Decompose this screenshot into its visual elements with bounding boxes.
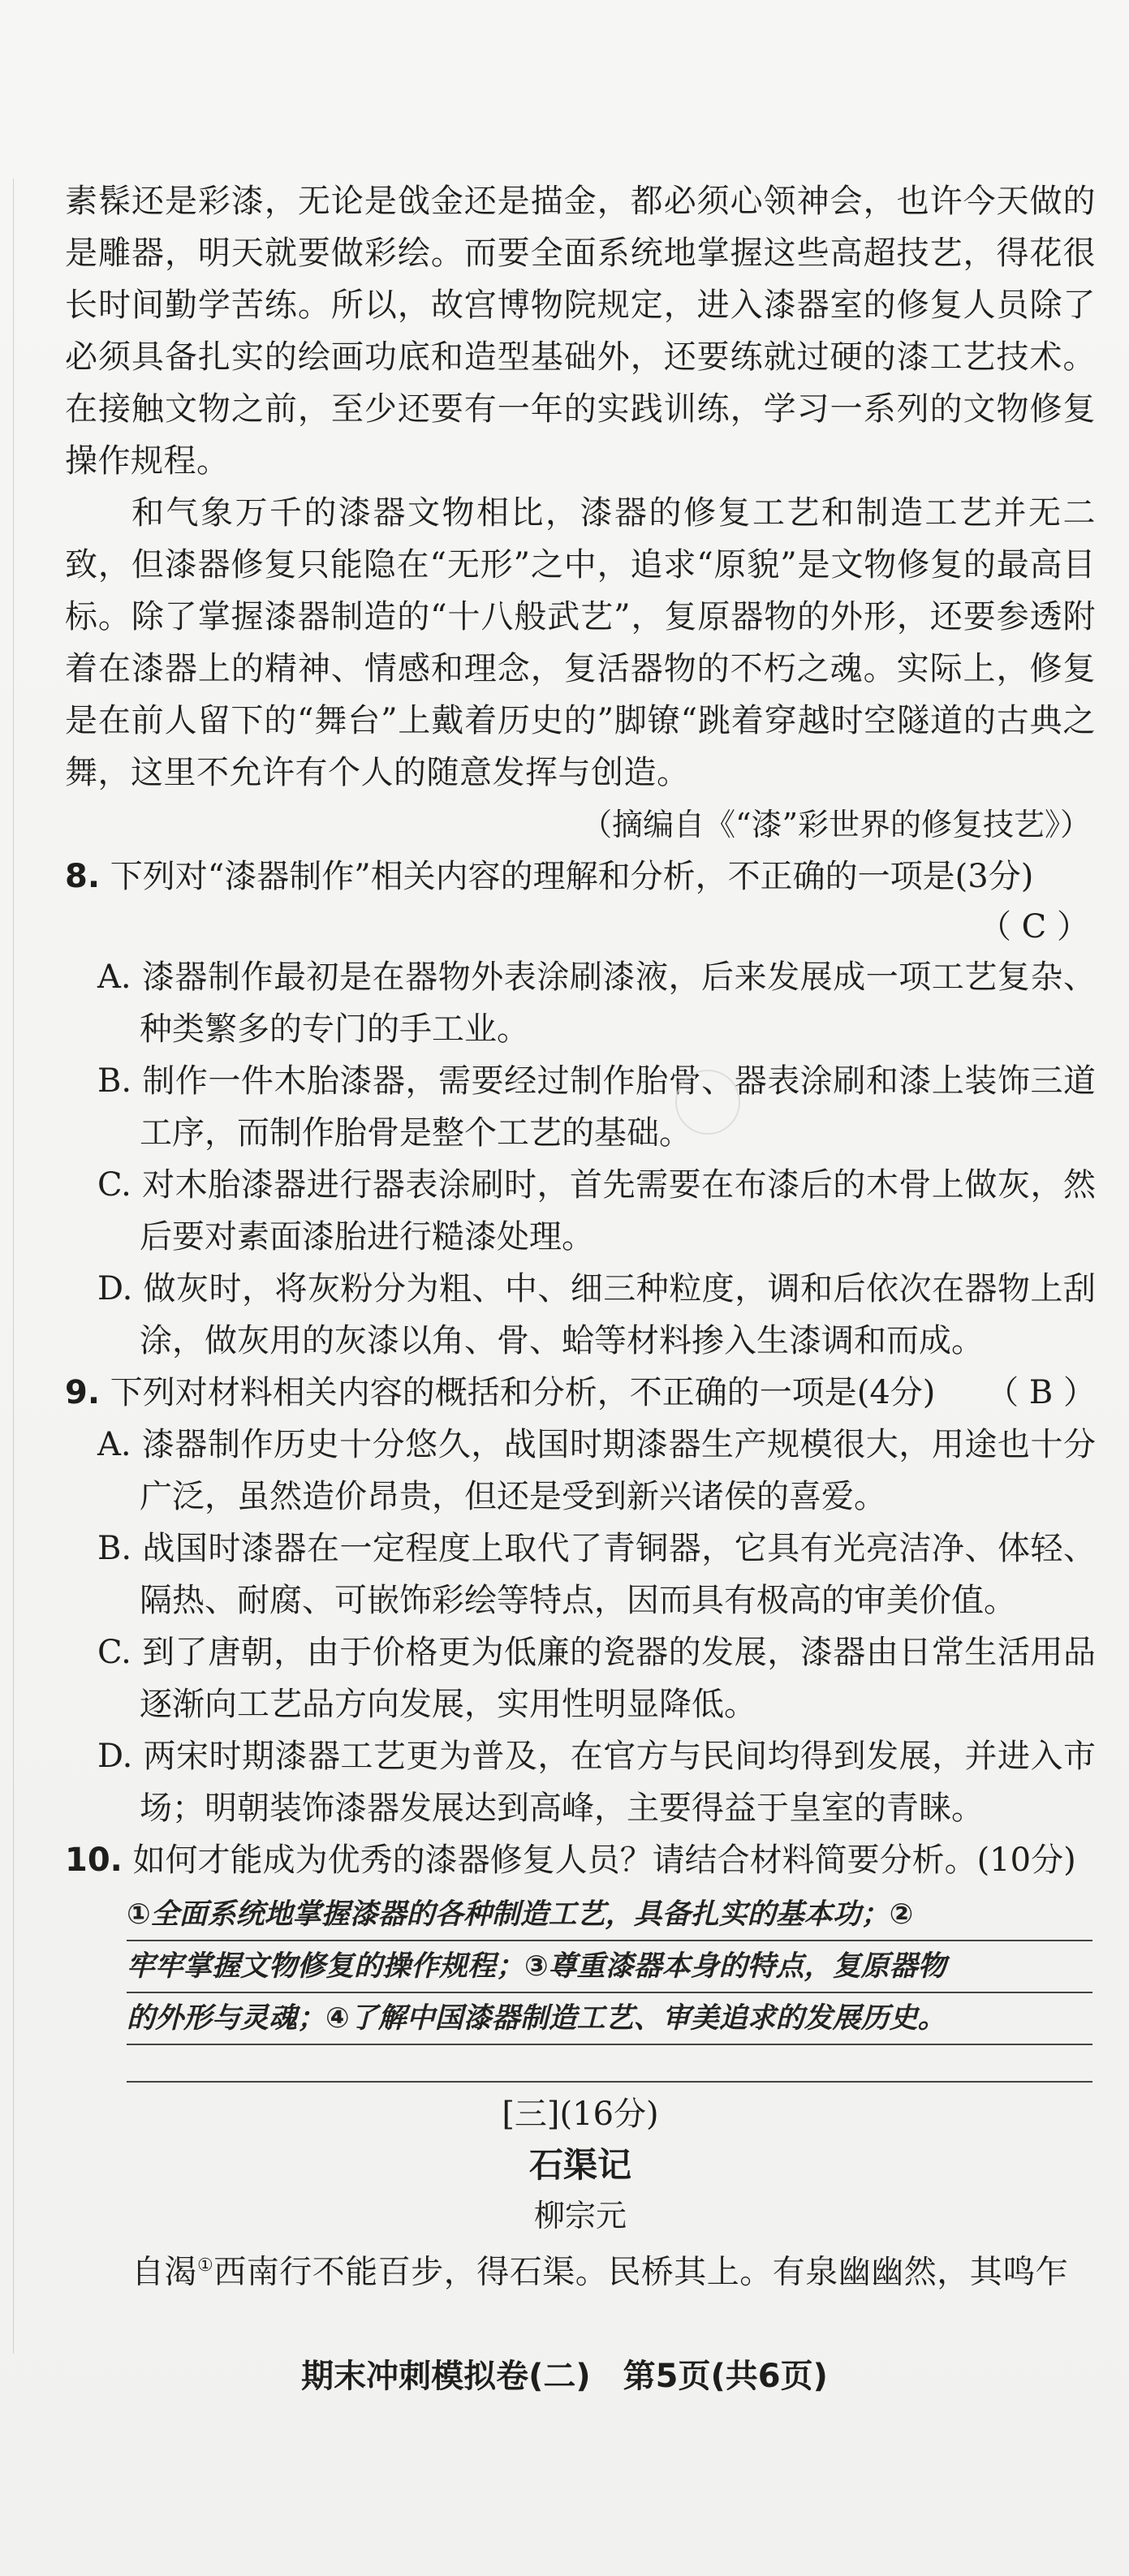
- question-8-stem: [65, 851, 1096, 902]
- handwritten-answer-line-2: 牢牢掌握文物修复的操作规程；③尊重漆器本身的特点，复原器物: [127, 1941, 1092, 1993]
- question-9-text: 下列对材料相关内容的概括和分析，不正确的一项是(4分): [110, 1374, 936, 1411]
- question-8-option-d: D. 做灰时，将灰粉分为粗、中、细三种粒度，调和后依次在器物上刮涂，做灰用的灰漆以角、骨、蛤等材料掺入生漆调和而成。: [97, 1270, 1096, 1359]
- question-9-stem: [65, 1367, 1096, 1419]
- question-9-option-c: C. 到了唐朝，由于价格更为低廉的瓷器的发展，漆器由日常生活用品逐渐向工艺品方向发展，实用性明显降低。: [97, 1634, 1096, 1723]
- question-10-answer-area: [127, 1889, 1092, 2045]
- faint-stamp-mark: [675, 1070, 740, 1135]
- handwritten-answer-line-3: 的外形与灵魂；④了解中国漆器制造工艺、审美追求的发展历史。: [127, 1993, 1092, 2045]
- question-8-number: 8.: [65, 858, 101, 895]
- classical-text-part-2: 西南行不能百步，得石渠。民桥其上。有泉幽幽然，其鸣乍: [213, 2253, 1069, 2291]
- question-9-option-a: A. 漆器制作历史十分悠久，战国时期漆器生产规模很大，用途也十分广泛，虽然造价昂贵，但还是受到新兴诸侯的喜爱。: [97, 1426, 1096, 1515]
- question-10-stem: [65, 1834, 1096, 1886]
- passage-paragraph-2: 和气象万千的漆器文物相比，漆器的修复工艺和制造工艺并无二致，但漆器修复只能隐在“无形”之中，追求“原貌”是文物修复的最高目标。除了掌握漆器制造的“十八般武艺”，复原器物的外形，还要参透附着在漆器上的精神、情感和理念，复活器物的不朽之魂。实际上，修复是在前人留下的“舞台”上戴着历史的”脚镣“跳着穿越时空隧道的古典之舞，这里不允许有个人的随意发挥与创造。: [65, 494, 1096, 791]
- page-footer: 期末冲刺模拟卷(二) 第5页(共6页): [301, 2358, 828, 2395]
- question-10-number: 10.: [65, 1842, 123, 1879]
- footnote-marker: ①: [197, 2255, 214, 2276]
- question-8-option-a: A. 漆器制作最初是在器物外表涂刷漆液，后来发展成一项工艺复杂、种类繁多的专门的手工业。: [97, 958, 1096, 1048]
- binding-edge: [0, 179, 14, 2354]
- passage-source: （摘编自《“漆”彩世界的修复技艺》）: [581, 807, 1091, 842]
- classical-text-title: 石渠记: [528, 2145, 631, 2185]
- section-3-heading: [三](16分): [502, 2096, 659, 2133]
- question-9-answer: （ B ）: [986, 1374, 1096, 1411]
- passage-paragraph-1: 素髹还是彩漆，无论是戗金还是描金，都必须心领神会，也许今天做的是雕器，明天就要做彩绘。而要全面系统地掌握这些高超技艺，得花很长时间勤学苦练。所以，故宫博物院规定，进入漆器室的修复人员除了必须具备扎实的绘画功底和造型基础外，还要练就过硬的漆工艺技术。在接触文物之前，至少还要有一年的实践训练，学习一系列的文物修复操作规程。: [65, 183, 1096, 480]
- page-content: [65, 175, 1096, 2298]
- question-8-option-b: B. 制作一件木胎漆器，需要经过制作胎骨、器表涂刷和漆上装饰三道工序，而制作胎骨是整个工艺的基础。: [97, 1062, 1096, 1152]
- question-9-option-b: B. 战国时漆器在一定程度上取代了青铜器，它具有光亮洁净、体轻、隔热、耐腐、可嵌饰彩绘等特点，因而具有极高的审美价值。: [97, 1530, 1096, 1619]
- question-8-answer: （ C ）: [978, 908, 1089, 946]
- question-10-text: 如何才能成为优秀的漆器修复人员？请结合材料简要分析。(10分): [132, 1842, 1076, 1879]
- classical-text-author: 柳宗元: [533, 2198, 627, 2234]
- question-9-number: 9.: [65, 1374, 101, 1411]
- classical-text-part-1: 自渴: [131, 2253, 197, 2291]
- question-9-option-d: D. 两宋时期漆器工艺更为普及，在官方与民间均得到发展，并进入市场；明朝装饰漆器发展达到高峰，主要得益于皇室的青睐。: [97, 1738, 1096, 1827]
- classical-text-first-line: [65, 2240, 1096, 2298]
- question-8-option-c: C. 对木胎漆器进行器表涂刷时，首先需要在布漆后的木骨上做灰，然后要对素面漆胎进行糙漆处理。: [97, 1166, 1096, 1256]
- question-8-text: 下列对“漆器制作”相关内容的理解和分析，不正确的一项是(3分): [110, 858, 1034, 895]
- section-divider: [127, 2081, 1092, 2083]
- handwritten-answer-line-1: ①全面系统地掌握漆器的各种制造工艺，具备扎实的基本功；②: [127, 1889, 1092, 1941]
